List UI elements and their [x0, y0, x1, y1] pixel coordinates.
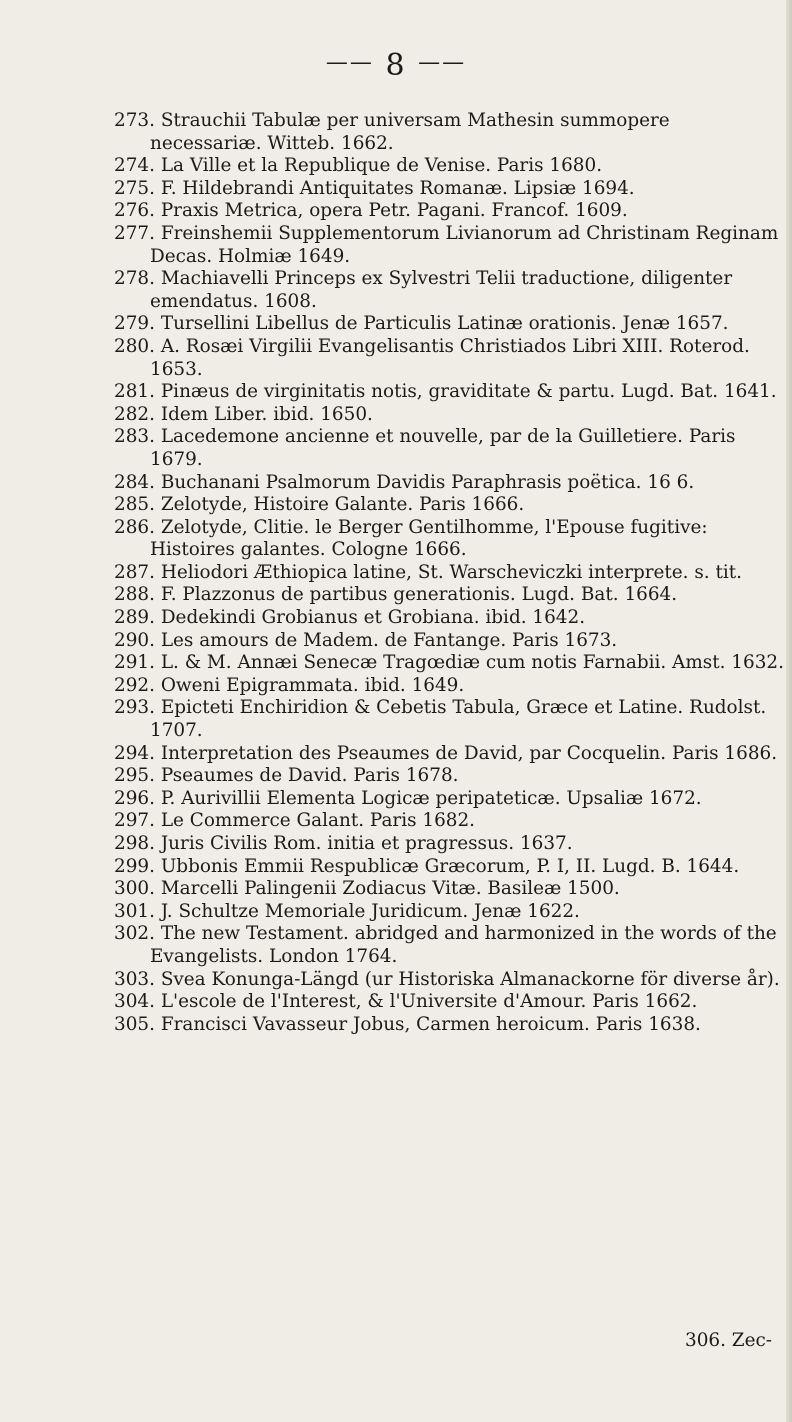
entry-text: L. & M. Annæi Senecæ Tragœdiæ cum notis Farnabii. Amst. 1632. — [160, 652, 784, 674]
entry-text: Pseaumes de David. Paris 1678. — [160, 765, 459, 787]
catalogue-entry — [114, 743, 786, 766]
entry-number: 277. — [114, 222, 155, 244]
entry-text: Heliodori Æthiopica latine, St. Warscheviczki interprete. s. tit. — [160, 561, 743, 583]
entry-text: Zelotyde, Clitie. le Berger Gentilhomme, l'Epouse fugitive: Histoires galantes. Cologne 1666. — [150, 516, 708, 561]
entry-text: Idem Liber. ibid. 1650. — [160, 403, 373, 425]
entry-number: 281. — [114, 381, 155, 403]
entry-text: Strauchii Tabulæ per universam Mathesin summopere necessariæ. Witteb. 1662. — [150, 110, 670, 154]
entry-number: 274. — [114, 155, 155, 177]
catalogue-entry — [114, 1014, 786, 1037]
catalogue-entry — [114, 833, 786, 856]
catalogue-entry — [114, 630, 786, 653]
catalogue-entry — [114, 652, 786, 675]
catalogue-entry-list — [114, 110, 786, 1036]
entry-text: P. Aurivillii Elementa Logicæ peripateticæ. Upsaliæ 1672. — [160, 787, 702, 809]
page-edge — [786, 0, 792, 1422]
catalogue-entry — [114, 200, 786, 223]
entry-number: 278. — [114, 268, 155, 290]
catalogue-entry — [114, 991, 786, 1014]
entry-number: 305. — [114, 1013, 155, 1035]
catalogue-entry — [114, 494, 786, 517]
catalogue-entry — [114, 426, 786, 471]
entry-number: 286. — [114, 516, 155, 538]
catalogue-entry — [114, 381, 786, 404]
entry-text: F. Plazzonus de partibus generationis. Lugd. Bat. 1664. — [160, 584, 678, 606]
entry-text: L'escole de l'Interest, & l'Universite d'Amour. Paris 1662. — [160, 991, 698, 1013]
entry-text: Svea Konunga-Längd (ur Historiska Almanackorne för diverse år). — [160, 968, 780, 990]
entry-number: 301. — [114, 900, 155, 922]
entry-number: 304. — [114, 991, 155, 1013]
entry-number: 296. — [114, 787, 155, 809]
entry-number: 291. — [114, 652, 155, 674]
entry-text: Tursellini Libellus de Particulis Latinæ orationis. Jenæ 1657. — [160, 313, 729, 335]
entry-text: Buchanani Psalmorum Davidis Paraphrasis poëtica. 16 6. — [160, 471, 695, 493]
entry-text: Praxis Metrica, opera Petr. Pagani. Francof. 1609. — [160, 200, 628, 222]
entry-number: 285. — [114, 494, 155, 516]
entry-number: 297. — [114, 810, 155, 832]
entry-text: Zelotyde, Histoire Galante. Paris 1666. — [160, 494, 525, 516]
entry-number: 300. — [114, 878, 155, 900]
entry-number: 289. — [114, 607, 155, 629]
entry-text: Le Commerce Galant. Paris 1682. — [160, 810, 476, 832]
catalogue-entry — [114, 178, 786, 201]
entry-number: 298. — [114, 833, 155, 854]
header-dash-right: —— — [418, 50, 467, 75]
catalogue-entry — [114, 584, 786, 607]
catalogue-entry — [114, 969, 786, 992]
entry-text: Epicteti Enchiridion & Cebetis Tabula, Græce et Latine. Rudolst. 1707. — [150, 697, 767, 742]
entry-text: Ubbonis Emmii Respublicæ Græcorum, P. I, II. Lugd. B. 1644. — [160, 855, 740, 877]
catalogue-entry — [114, 810, 786, 833]
catalogue-entry — [114, 788, 786, 811]
catalogue-entry — [114, 901, 786, 924]
catalogue-entry — [114, 404, 786, 427]
entry-number: 303. — [114, 968, 155, 990]
entry-number: 283. — [114, 426, 155, 448]
entry-text: The new Testament. abridged and harmonized in the words of the Evangelists. London 1764. — [150, 923, 777, 967]
catalogue-entry — [114, 697, 786, 742]
entry-number: 302. — [114, 923, 155, 945]
catalogue-entry — [114, 765, 786, 788]
entry-number: 290. — [114, 629, 155, 651]
catalogue-entry — [114, 313, 786, 336]
catalogue-entry — [114, 472, 786, 495]
catalogue-entry — [114, 223, 786, 268]
entry-number: 280. — [114, 335, 155, 357]
entry-text: Oweni Epigrammata. ibid. 1649. — [160, 674, 465, 696]
entry-text: Marcelli Palingenii Zodiacus Vitæ. Basileæ 1500. — [160, 878, 620, 900]
entry-number: 287. — [114, 561, 155, 583]
entry-text: A. Rosæi Virgilii Evangelisantis Christiados Libri XIII. Roterod. 1653. — [150, 335, 750, 380]
entry-number: 292. — [114, 674, 155, 696]
entry-number: 275. — [114, 177, 155, 199]
entry-number: 299. — [114, 855, 155, 877]
catalogue-entry — [114, 562, 786, 585]
entry-number: 284. — [114, 471, 155, 493]
entry-number: 273. — [114, 110, 155, 131]
header-dash-left: —— — [325, 50, 374, 75]
catalogue-entry — [114, 607, 786, 630]
entry-text: Les amours de Madem. de Fantange. Paris 1673. — [160, 629, 618, 651]
entry-text: Dedekindi Grobianus et Grobiana. ibid. 1642. — [160, 607, 586, 629]
catalogue-entry — [114, 923, 786, 968]
catalogue-entry — [114, 336, 786, 381]
catalogue-entry — [114, 856, 786, 879]
entry-text: La Ville et la Republique de Venise. Paris 1680. — [160, 155, 603, 177]
entry-number: 282. — [114, 403, 155, 425]
catchword: 306. Zec- — [685, 1330, 772, 1351]
entry-text: F. Hildebrandi Antiquitates Romanæ. Lipsiæ 1694. — [160, 177, 635, 199]
catalogue-entry — [114, 675, 786, 698]
page-number: 8 — [385, 48, 407, 83]
catalogue-entry — [114, 517, 786, 562]
entry-number: 288. — [114, 584, 155, 606]
entry-number: 295. — [114, 765, 155, 787]
entry-text: Pinæus de virginitatis notis, graviditate & partu. Lugd. Bat. 1641. — [160, 381, 777, 403]
catalogue-entry — [114, 155, 786, 178]
entry-text: J. Schultze Memoriale Juridicum. Jenæ 1622. — [160, 900, 580, 922]
entry-number: 276. — [114, 200, 155, 222]
catalogue-entry — [114, 878, 786, 901]
catalogue-entry — [114, 268, 786, 313]
entry-number: 294. — [114, 742, 155, 764]
entry-text: Francisci Vavasseur Jobus, Carmen heroicum. Paris 1638. — [160, 1013, 701, 1035]
entry-number: 279. — [114, 313, 155, 335]
page-header — [0, 48, 792, 83]
entry-text: Machiavelli Princeps ex Sylvestri Telii traductione, diligenter emendatus. 1608. — [150, 268, 733, 312]
entry-number: 293. — [114, 697, 155, 719]
entry-text: Juris Civilis Rom. initia et pragressus. 1637. — [160, 833, 573, 854]
entry-text: Interpretation des Pseaumes de David, par Cocquelin. Paris 1686. — [160, 742, 778, 764]
entry-text: Lacedemone ancienne et nouvelle, par de la Guilletiere. Paris 1679. — [150, 426, 736, 470]
entry-text: Freinshemii Supplementorum Livianorum ad Christinam Reginam Decas. Holmiæ 1649. — [150, 222, 779, 267]
catalogue-entry — [114, 110, 786, 155]
